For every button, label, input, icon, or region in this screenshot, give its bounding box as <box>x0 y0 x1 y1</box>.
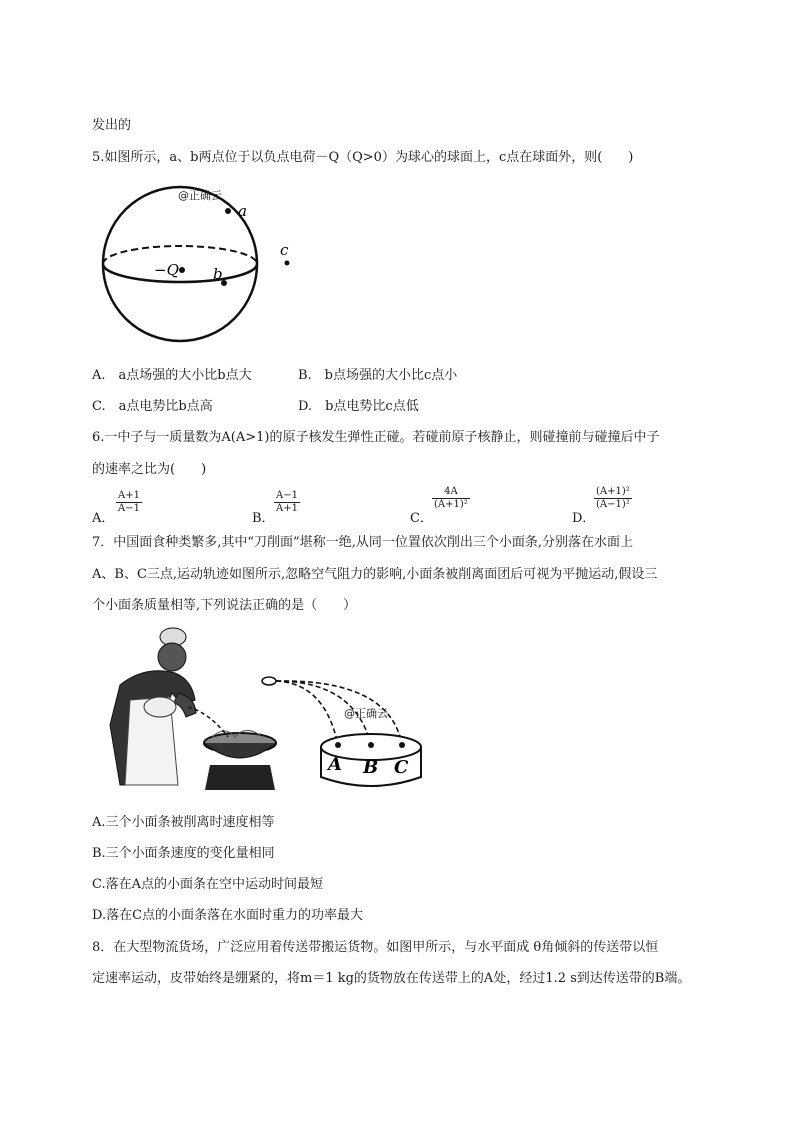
q6-option-d-label: D． <box>572 511 596 526</box>
text-line-continuation: 发出的 <box>92 118 132 133</box>
question-6-stem-1: 6.一中子与一质量数为A(A>1)的原子核发生弹性正碰。若碰前原子核静止，则碰撞前与碰撞后中子 <box>92 430 660 445</box>
q7-option-b: B.三个小面条速度的变化量相同 <box>92 846 275 861</box>
q6-option-c-fraction: $\frac{4A}{\text{(A+1)²}}$ <box>434 486 468 510</box>
label-c: c <box>280 241 289 259</box>
question-7-stem-1: 7．中国面食种类繁多,其中“刀削面”堪称一绝,从同一位置依次削出三个小面条,分别落在水面上 <box>92 535 633 550</box>
launch-point <box>262 677 276 685</box>
sphere-outline <box>103 187 257 341</box>
point-charge <box>179 267 185 273</box>
label-landing-b: B <box>363 757 379 778</box>
q6-option-b-fraction: $\frac{A-1}{A+1}$ <box>276 490 298 514</box>
q5-option-a: A. a点场强的大小比b点大 <box>92 368 252 383</box>
question-5-stem: 5.如图所示，a、b两点位于以负点电荷－Q（Q>0）为球心的球面上，c点在球面外，则( ) <box>92 150 634 165</box>
q6-option-b-label: B． <box>252 511 275 526</box>
q6-option-a-label: A． <box>92 511 115 526</box>
watermark-fig5: @正确云 <box>178 189 222 202</box>
q7-option-d: D.落在C点的小面条落在水面时重力的功率最大 <box>92 908 364 923</box>
question-6-stem-2: 的速率之比为( ) <box>92 462 207 477</box>
question-8-stem-1: 8．在大型物流货场，广泛应用着传送带搬运货物。如图甲所示，与水平面成 θ角倾斜的传送带以恒 <box>92 940 659 955</box>
landing-point-a <box>335 742 341 748</box>
label-b: b <box>213 265 223 283</box>
question-7-stem-2: A、B、C三点,运动轨迹如图所示,忽略空气阻力的影响,小面条被削离面团后可视为平抛运动,假设三 <box>92 567 658 582</box>
q5-option-c: C. a点电势比b点高 <box>92 399 213 414</box>
equator-front <box>103 264 257 282</box>
label-charge: −Q <box>154 261 179 279</box>
landing-point-c <box>399 742 405 748</box>
q7-option-c: C.落在A点的小面条在空中运动时间最短 <box>92 877 324 892</box>
equator-back <box>103 246 257 264</box>
q6-option-a-fraction: $\frac{A+1}{A-1}$ <box>118 490 140 514</box>
point-c <box>285 261 290 266</box>
watermark-fig7: @正确云 <box>344 707 388 720</box>
figure-5-sphere <box>100 183 320 358</box>
q5-option-b: B. b点场强的大小比c点小 <box>298 368 458 383</box>
question-8-stem-2: 定速率运动，皮带始终是绷紧的，将m＝1 kg的货物放在传送带上的A处，经过1.2 s到达传送带的B端。 <box>92 971 691 986</box>
question-7-stem-3: 个小面条质量相等,下列说法正确的是（ ） <box>92 598 357 613</box>
q7-option-a: A.三个小面条被削离时速度相等 <box>92 815 275 830</box>
label-a: a <box>238 202 247 220</box>
trajectory-a <box>276 681 338 745</box>
point-a <box>225 208 231 214</box>
label-landing-a: A <box>328 754 342 775</box>
label-landing-c: C <box>394 757 409 778</box>
wok-illustration <box>204 730 276 790</box>
q5-option-d: D. b点电势比c点低 <box>298 399 419 414</box>
q6-option-c-label: C． <box>410 511 433 526</box>
landing-point-b <box>368 742 374 748</box>
q6-option-d-fraction: $\frac{\text{(A+1)²}}{\text{(A−1)²}}$ <box>596 486 630 510</box>
chef-illustration <box>110 628 196 785</box>
